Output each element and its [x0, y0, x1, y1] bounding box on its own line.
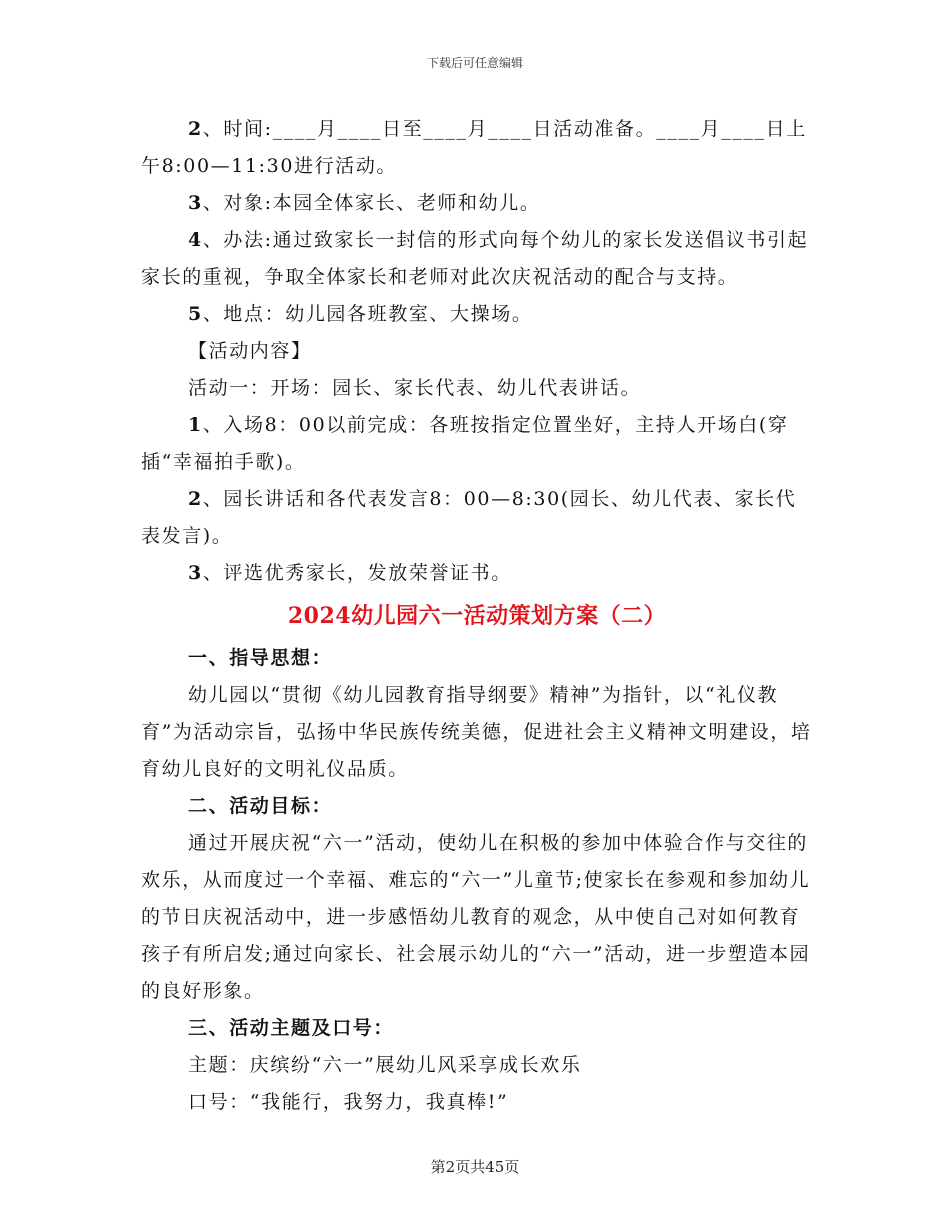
- place-text: 、地点：幼儿园各班教室、大操场。: [202, 303, 533, 325]
- item-two-text: 、园长讲话和各代表发言8：00—8:30(园长、幼儿代表、家长代表发言)。: [141, 488, 797, 547]
- list-number: 2: [188, 118, 203, 140]
- method-text: 、办法:通过致家长一封信的形式向每个幼儿的家长发送倡议书引起家长的重视，争取全体家长和老师对此次庆祝活动的配合与支持。: [141, 229, 809, 288]
- activity-goals-paragraph: 通过开展庆祝“六一”活动，使幼儿在积极的参加中体验合作与交往的欢乐，从而度过一个幸福、难忘的“六一”儿童节;使家长在参观和参加幼儿的节日庆祝活动中，进一步感悟幼儿教育的观念，从中使自己对如何教育孩子有所启发;通过向家长、社会展示幼儿的“六一”活动，进一步塑造本园的良好形象。: [141, 832, 811, 1002]
- heading-guiding-thought: 一、指导思想：: [188, 647, 333, 669]
- activity-one: 活动一：开场：园长、家长代表、幼儿代表讲话。: [188, 377, 642, 399]
- list-number: 2: [188, 488, 203, 510]
- list-number: 4: [188, 229, 203, 251]
- theme-line: 主题：庆缤纷“六一”展幼儿风采享成长欢乐: [188, 1054, 582, 1076]
- page-footer: 第2页共45页: [430, 1158, 520, 1176]
- item-one: [141, 407, 813, 481]
- list-number: 5: [188, 303, 203, 325]
- document-body: [141, 111, 813, 1121]
- list-number: 3: [188, 562, 203, 584]
- slogan-line: 口号：“我能行，我努力，我真棒!”: [188, 1091, 509, 1113]
- heading-activity-goals: 二、活动目标：: [188, 795, 333, 817]
- item-three-text: 、评选优秀家长，发放荣誉证书。: [202, 562, 512, 584]
- time-paragraph: [141, 111, 813, 185]
- place-paragraph: [141, 296, 813, 333]
- item-one-text: 、入场8：00以前完成：各班按指定位置坐好，主持人开场白(穿插“幸福拍手歌)。: [141, 414, 789, 473]
- time-text: 、时间:____月____日至____月____日活动准备。____月____日上午8:00—11:30进行活动。: [141, 118, 807, 177]
- item-three: [141, 555, 813, 592]
- heading-theme-slogan: 三、活动主题及口号：: [188, 1017, 395, 1039]
- page-header: 下载后可任意编辑: [426, 56, 523, 70]
- document-title: 2024幼儿园六一活动策划方案（二）: [287, 603, 667, 629]
- list-number: 3: [188, 192, 203, 214]
- guiding-thought-paragraph: 幼儿园以“贯彻《幼儿园教育指导纲要》精神”为指针，以“礼仪教育”为活动宗旨，弘扬中华民族传统美德，促进社会主义精神文明建设，培育幼儿良好的文明礼仪品质。: [141, 684, 812, 780]
- target-text: 、对象:本园全体家长、老师和幼儿。: [202, 192, 541, 214]
- target-paragraph: [141, 185, 813, 222]
- item-two: [141, 481, 813, 555]
- method-paragraph: [141, 222, 813, 296]
- content-heading: 【活动内容】: [188, 340, 312, 362]
- list-number: 1: [188, 414, 203, 436]
